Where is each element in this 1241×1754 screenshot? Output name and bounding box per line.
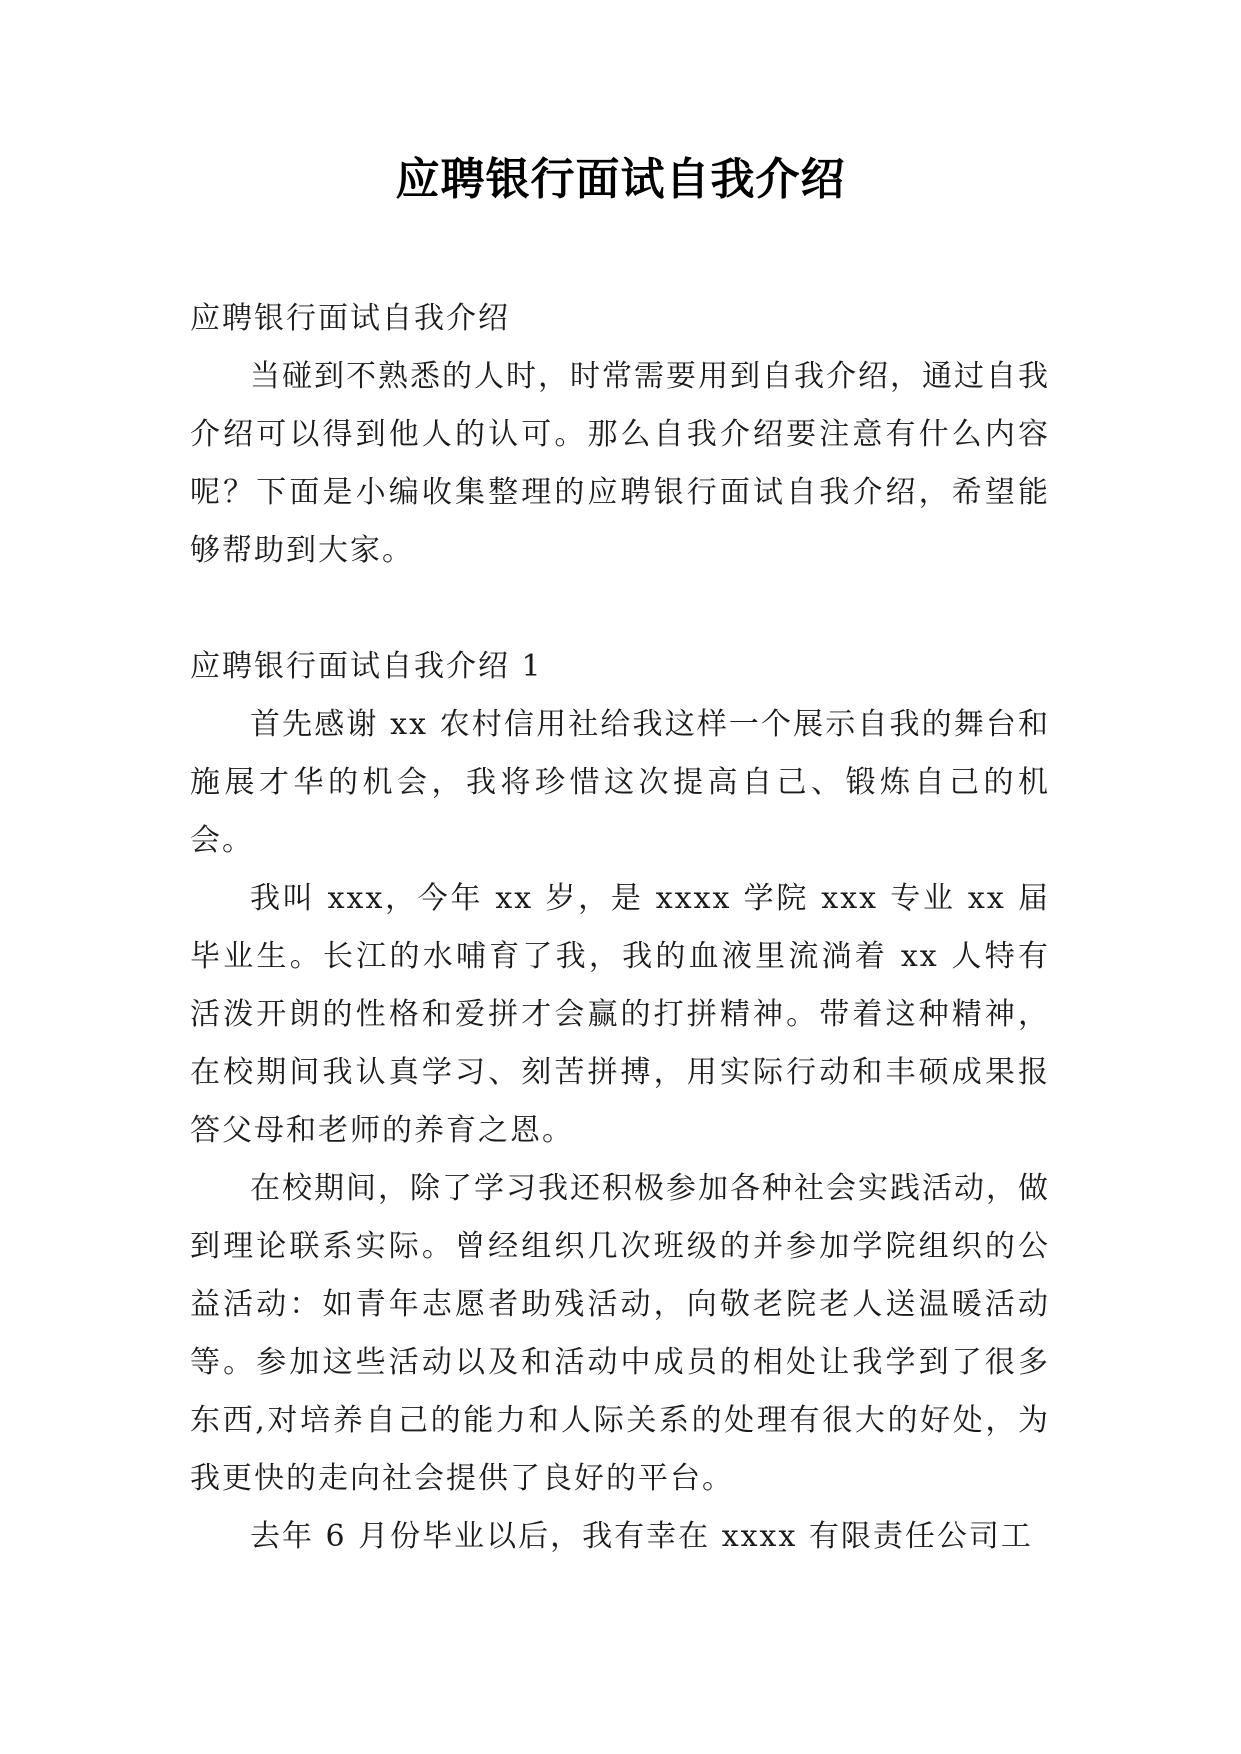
paragraph: 我叫 xxx，今年 xx 岁，是 xxxx 学院 xxx 专业 xx 届毕业生。长江的水哺育了我，我的血液里流淌着 xx 人特有活泼开朗的性格和爱拼才会赢的打拼精神。带着这种精神，在校期间我认真学习、刻苦拼搏，用实际行动和丰硕成果报答父母和老师的养育之恩。 (190, 881, 1050, 1148)
paragraph: 在校期间，除了学习我还积极参加各种社会实践活动，做到理论联系实际。曾经组织几次班级的并参加学院组织的公益活动：如青年志愿者助残活动，向敬老院老人送温暖活动等。参加这些活动以及和活动中成员的相处让我学到了很多东西,对培养自己的能力和人际关系的处理有很大的好处，为我更快的走向社会提供了良好的平台。 (190, 1171, 1050, 1496)
document-body (190, 290, 1050, 1566)
paragraph-spacer (190, 580, 1050, 638)
intro-paragraph: 当碰到不熟悉的人时，时常需要用到自我介绍，通过自我介绍可以得到他人的认可。那么自我介绍要注意有什么内容呢？下面是小编收集整理的应聘银行面试自我介绍，希望能够帮助到大家。 (190, 359, 1050, 568)
section-heading: 应聘银行面试自我介绍 1 (190, 649, 543, 684)
paragraph: 去年 6 月份毕业以后，我有幸在 xxxx 有限责任公司工 (250, 1519, 1033, 1554)
paragraph: 首先感谢 xx 农村信用社给我这样一个展示自我的舞台和施展才华的机会，我将珍惜这次提高自己、锻炼自己的机会。 (190, 707, 1050, 858)
intro-heading: 应聘银行面试自我介绍 (190, 301, 510, 336)
document-title: 应聘银行面试自我介绍 (395, 154, 846, 205)
